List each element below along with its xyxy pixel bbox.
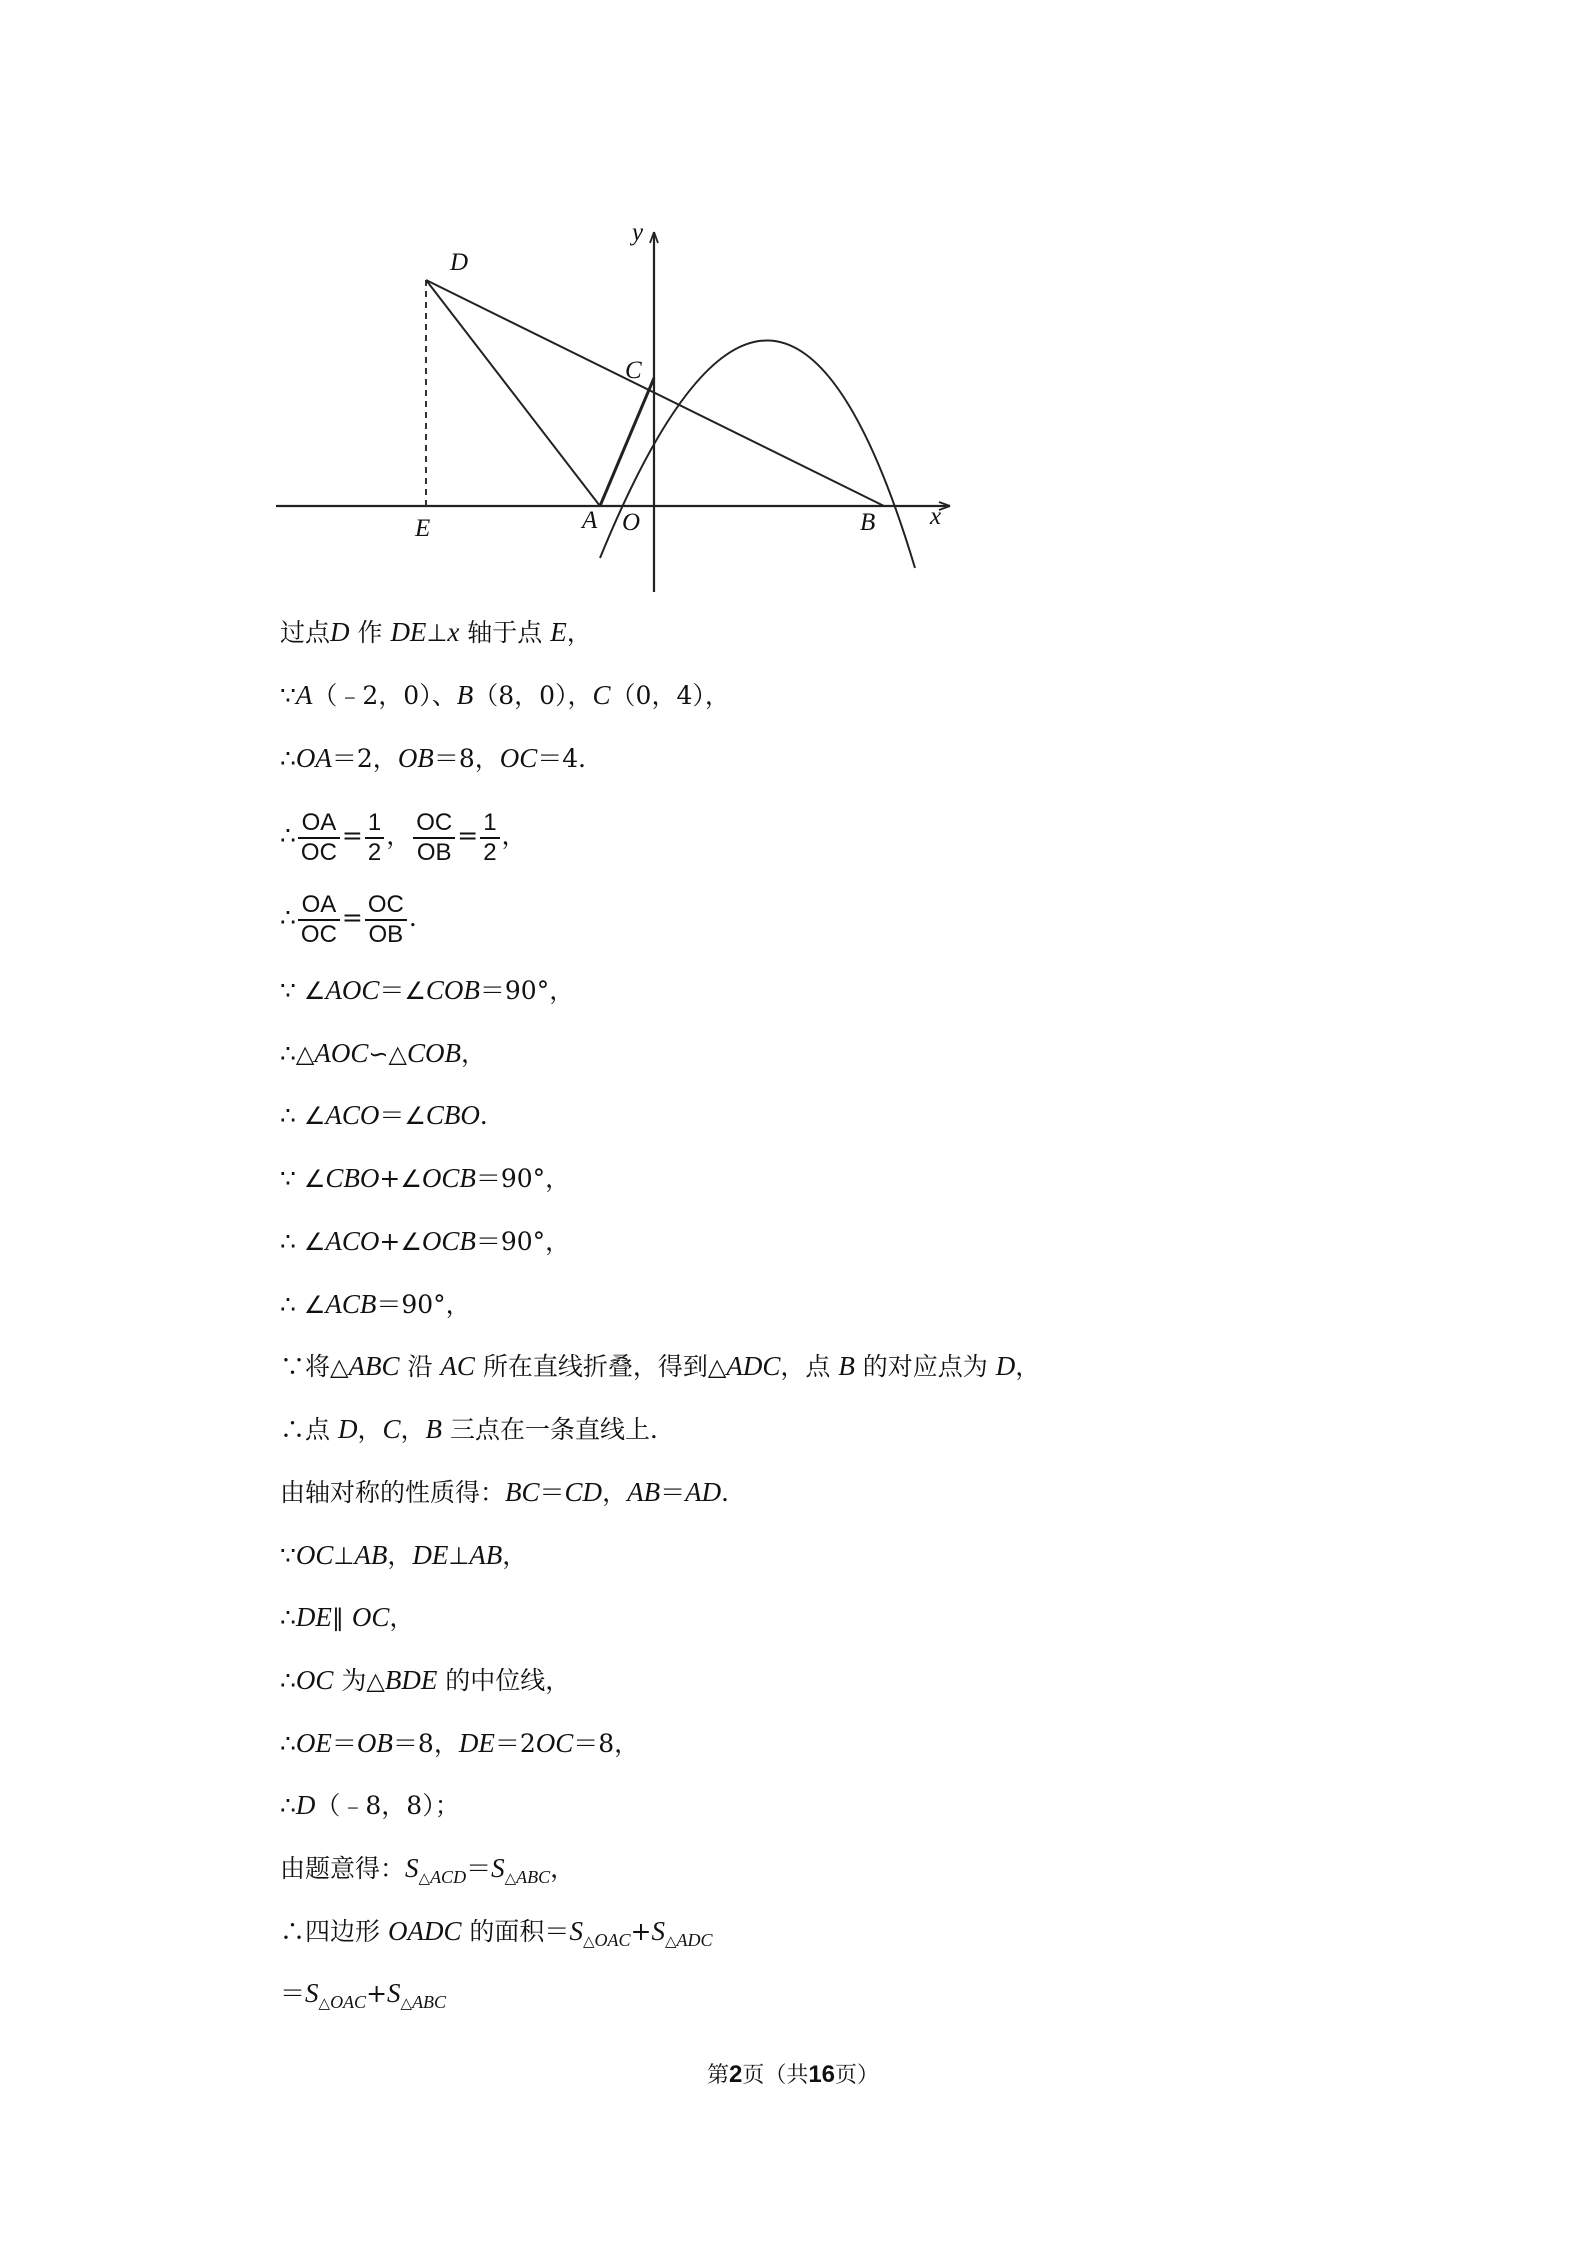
fraction: $\frac{1}{2}$ bbox=[480, 809, 499, 867]
line-14: 由轴对称的性质得：BC＝CD，AB＝AD． bbox=[280, 1477, 747, 1507]
label-y: y bbox=[632, 219, 644, 246]
line-12: ∵将△ABC 沿 AC 所在直线折叠，得到△ADC，点 B 的对应点为 D， bbox=[280, 1351, 1041, 1381]
label-b: B bbox=[860, 509, 876, 536]
label-o: O bbox=[622, 509, 641, 536]
line-8: ∴ ∠ACO＝∠CBO． bbox=[280, 1100, 505, 1130]
line-3: ∴OA＝2，OB＝8，OC＝4． bbox=[280, 743, 604, 773]
line-4: ∴ $\frac{OA}{OC}$ = $\frac{1}{2}$ ， $\frac{OC}{OB}$ = $\frac{1}{2}$ ， bbox=[280, 808, 527, 866]
line-1: 过点D 作 DE⊥x 轴于点 E， bbox=[280, 617, 592, 647]
line-13: ∴点 D，C，B 三点在一条直线上． bbox=[280, 1414, 675, 1444]
label-c: C bbox=[625, 357, 642, 384]
line-11: ∴ ∠ACB＝90°， bbox=[280, 1289, 471, 1319]
line-7: ∴△AOC∽△COB， bbox=[280, 1038, 486, 1068]
line-2: ∵A（﹣2，0）、B（8，0），C（0，4）， bbox=[280, 680, 730, 710]
fraction: $\frac{OA}{OC}$ bbox=[298, 809, 340, 867]
line-9: ∵ ∠CBO+∠OCB＝90°， bbox=[280, 1163, 571, 1193]
fraction: $\frac{OC}{OB}$ bbox=[413, 809, 455, 867]
fraction: $\frac{1}{2}$ bbox=[365, 809, 384, 867]
segment-da bbox=[426, 280, 600, 506]
line-18: ∴OE＝OB＝8，DE＝2OC＝8， bbox=[280, 1728, 640, 1758]
line-6: ∵ ∠AOC＝∠COB＝90°， bbox=[280, 975, 575, 1005]
line-5: ∴ $\frac{OA}{OC}$ = $\frac{OC}{OB}$ . bbox=[280, 890, 417, 948]
label-d: D bbox=[450, 249, 469, 276]
line-20: 由题意得：$S_{\triangle ACD}=S_{\triangle ABC}$， bbox=[280, 1853, 576, 1887]
line-15: ∵OC⊥AB，DE⊥AB， bbox=[280, 1540, 528, 1570]
line-22: $=S_{\triangle OAC}+S_{\triangle ABC}$ bbox=[280, 1978, 447, 2012]
line-17: ∴OC 为△BDE 的中位线， bbox=[280, 1665, 571, 1695]
label-e: E bbox=[415, 515, 431, 542]
label-a: A bbox=[582, 507, 598, 534]
fraction: $\frac{OC}{OB}$ bbox=[365, 891, 407, 949]
coordinate-figure bbox=[270, 218, 970, 598]
line-19: ∴D（﹣8，8）； bbox=[280, 1790, 460, 1820]
label-x: x bbox=[930, 503, 942, 530]
line-10: ∴ ∠ACO+∠OCB＝90°， bbox=[280, 1226, 571, 1256]
line-16: ∴DE∥ OC， bbox=[280, 1602, 415, 1632]
page-footer: 第2页（共16页） bbox=[706, 2061, 880, 2088]
segment-ac bbox=[600, 378, 654, 506]
line-21: ∴四边形 OADC 的面积$=S_{\triangle OAC}+S_{\triangle ADC}$ bbox=[280, 1916, 713, 1950]
fraction: $\frac{OA}{OC}$ bbox=[298, 891, 340, 949]
